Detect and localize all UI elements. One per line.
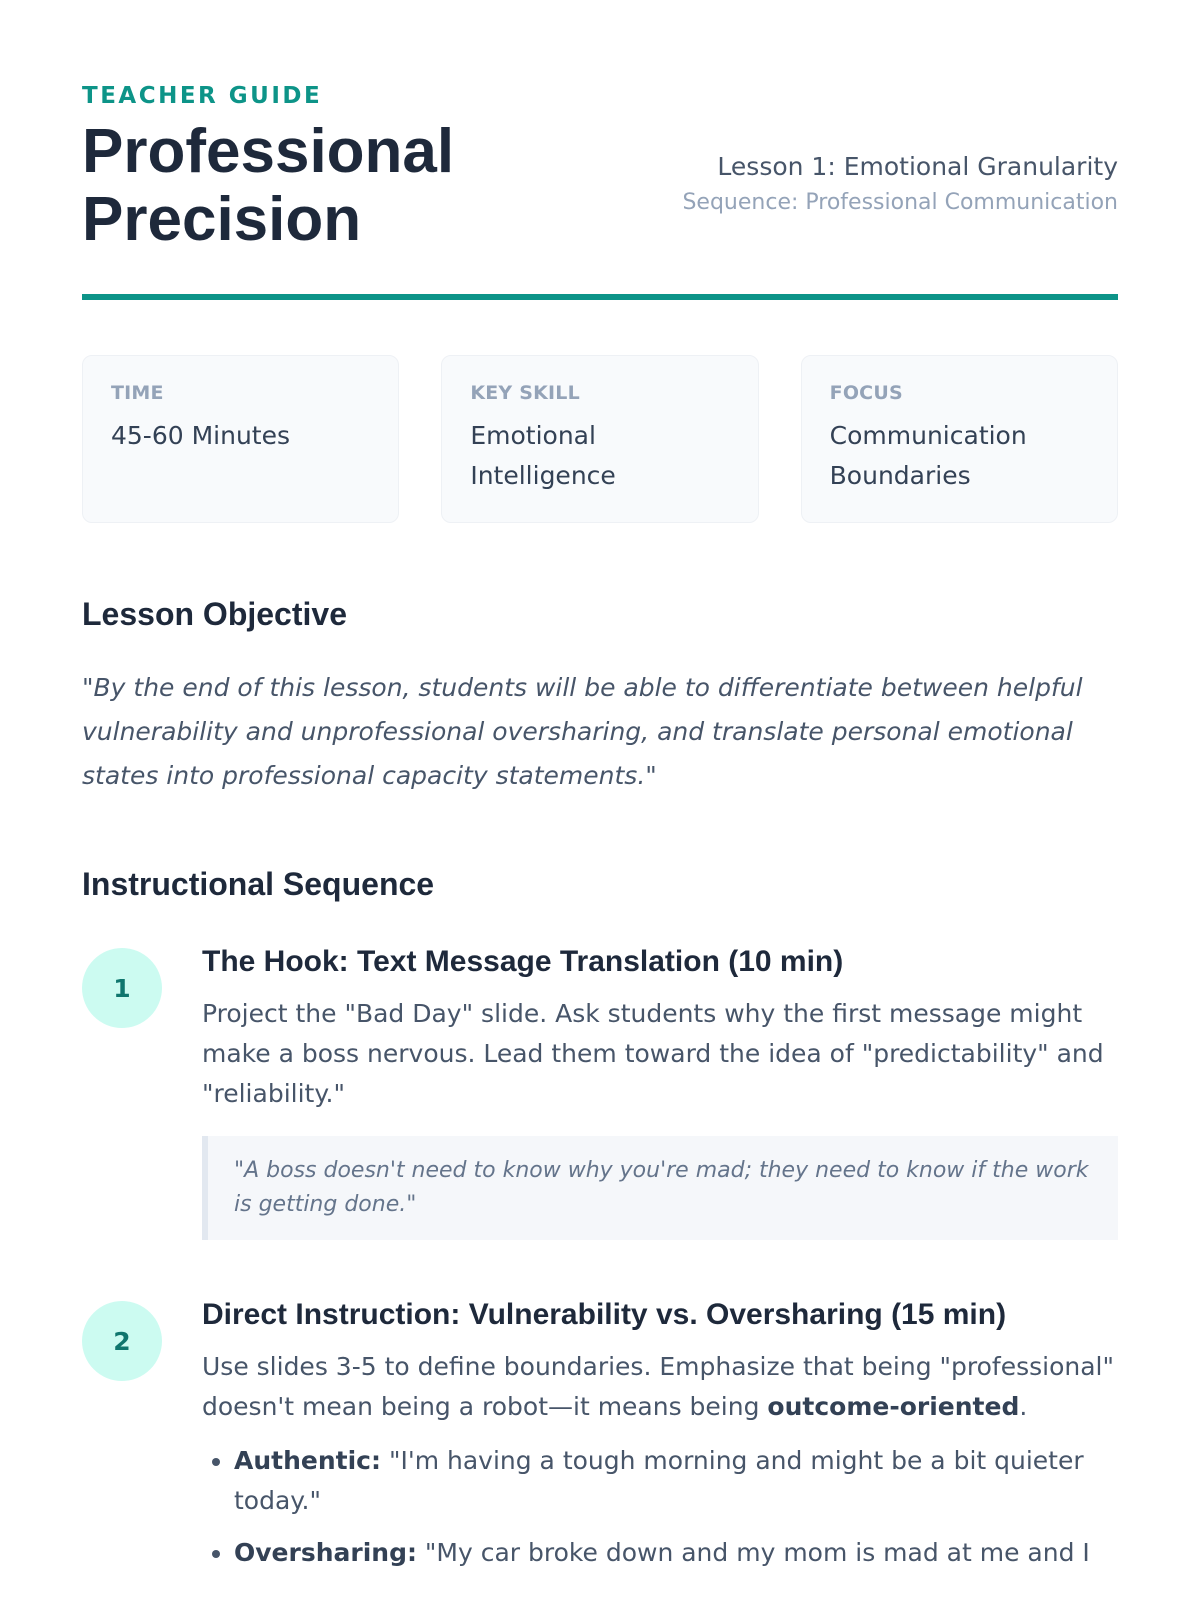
- step-number-badge: 1: [82, 948, 162, 1028]
- list-item: [234, 1533, 1118, 1573]
- key-skill-card: [441, 355, 758, 523]
- header-divider: [82, 294, 1118, 300]
- objective-text: "By the end of this lesson, students will be able to differentiate between helpful vulnerability and unprofessional oversharing, and translate personal emotional states into professional capacity statements.": [82, 673, 1083, 790]
- list-item: [234, 1441, 1118, 1521]
- bullet-label: Authentic:: [234, 1446, 381, 1475]
- step-text: [202, 1347, 1118, 1427]
- bullet-text: "I'm having a tough morning and might be a bit quieter today.": [234, 1446, 1084, 1515]
- objective-heading: Lesson Objective: [82, 596, 347, 632]
- step-body: [202, 1295, 1118, 1585]
- card-label: KEY SKILL: [470, 382, 580, 404]
- card-value: Communication Boundaries: [829, 421, 1027, 490]
- step-bullets: [202, 1441, 1118, 1573]
- step-text-part: .: [1019, 1392, 1028, 1421]
- eyebrow-label: TEACHER GUIDE: [82, 83, 323, 109]
- focus-card: [801, 355, 1118, 523]
- card-value: Emotional Intelligence: [470, 421, 616, 490]
- card-value: 45-60 Minutes: [111, 421, 291, 450]
- bullet-text: "My car broke down and my mom is mad at me and I: [416, 1538, 1090, 1567]
- time-card: [82, 355, 399, 523]
- step-title: The Hook: Text Message Translation (10 min): [202, 945, 844, 978]
- step-number-badge: 2: [82, 1301, 162, 1381]
- card-label: FOCUS: [829, 382, 903, 404]
- card-label: TIME: [111, 382, 164, 404]
- lesson-meta: [658, 150, 1118, 219]
- sequence-heading: Instructional Sequence: [82, 866, 435, 902]
- step-text-part: Use slides 3-5 to define boundaries. Emphasize that being "professional" doesn't mean being a robot—it means being: [202, 1352, 1114, 1421]
- step-text: Project the "Bad Day" slide. Ask students why the first message might make a boss nervous. Lead them toward the idea of "predictability" and "reliability.": [202, 999, 1104, 1108]
- sequence-name: Sequence: Professional Communication: [682, 190, 1118, 215]
- step-quote: "A boss doesn't need to know why you're mad; they need to know if the work is getting done.": [202, 1136, 1118, 1240]
- step-text-emphasis: outcome-oriented: [767, 1392, 1020, 1421]
- page-header: [82, 0, 1118, 302]
- step-title: Direct Instruction: Vulnerability vs. Oversharing (15 min): [202, 1298, 1007, 1331]
- page-title: Professional Precision: [82, 117, 455, 254]
- bullet-label: Oversharing:: [234, 1538, 417, 1567]
- step-body: [202, 942, 1118, 1240]
- lesson-name: Lesson 1: Emotional Granularity: [717, 152, 1118, 181]
- info-cards: [82, 355, 1118, 523]
